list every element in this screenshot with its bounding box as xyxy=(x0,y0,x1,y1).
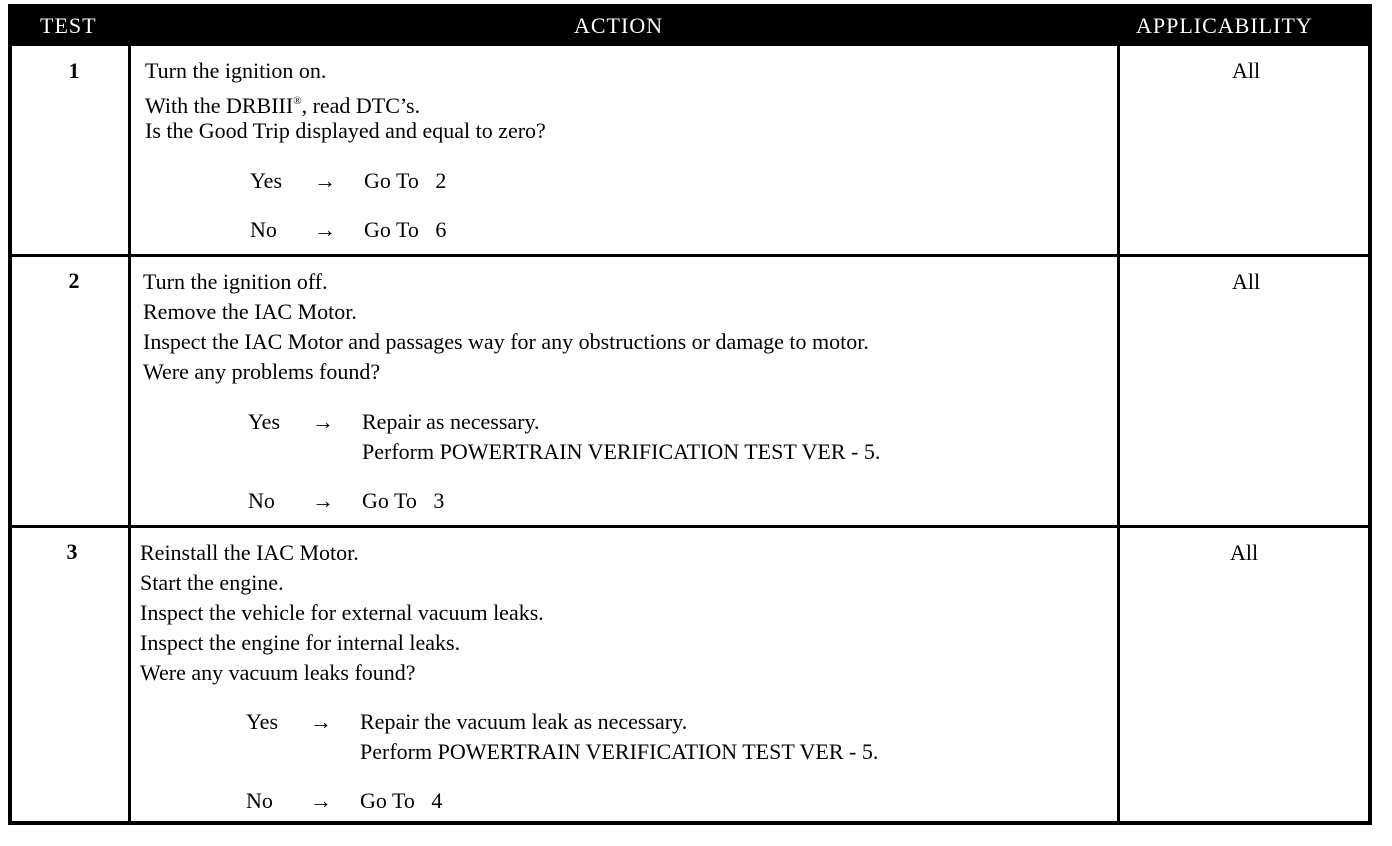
action-line: Inspect the vehicle for external vacuum leaks. xyxy=(140,600,544,625)
arrow-right-icon: → xyxy=(314,217,336,242)
yes-label: Yes xyxy=(250,168,283,193)
test-number: 3 xyxy=(66,539,78,564)
no-outcome: Go To 4 xyxy=(360,788,443,813)
yes-outcome: Perform POWERTRAIN VERIFICATION TEST VER - 5. xyxy=(362,439,881,464)
no-outcome: Go To 3 xyxy=(362,488,445,513)
arrow-right-icon: → xyxy=(312,488,334,513)
table-header xyxy=(8,4,1372,46)
arrow-right-icon: → xyxy=(310,788,332,813)
yes-label: Yes xyxy=(248,409,281,434)
yes-outcome: Repair as necessary. xyxy=(362,409,540,434)
action-line: Inspect the IAC Motor and passages way for any obstructions or damage to motor. xyxy=(143,329,869,354)
test-number: 1 xyxy=(68,58,80,83)
column-divider-test xyxy=(128,46,131,825)
action-line: With the DRBIII®, read DTC’s. xyxy=(145,93,421,118)
arrow-right-icon: → xyxy=(314,168,336,193)
action-line: Remove the IAC Motor. xyxy=(143,299,357,324)
yes-outcome: Perform POWERTRAIN VERIFICATION TEST VER - 5. xyxy=(360,739,879,764)
no-label: No xyxy=(248,488,275,513)
registered-mark: ® xyxy=(293,95,302,107)
no-outcome: Go To 6 xyxy=(364,217,447,242)
action-line: Turn the ignition off. xyxy=(143,269,328,294)
action-line: Were any problems found? xyxy=(143,359,381,384)
header-action: ACTION xyxy=(574,13,664,38)
no-label: No xyxy=(246,788,273,813)
applicability-value: All xyxy=(1229,540,1259,565)
no-label: No xyxy=(250,217,277,242)
header-applicability: APPLICABILITY xyxy=(1136,13,1313,38)
header-test: TEST xyxy=(40,13,97,38)
action-line: Turn the ignition on. xyxy=(145,58,327,83)
action-line: Is the Good Trip displayed and equal to zero? xyxy=(145,118,546,143)
test-number: 2 xyxy=(68,268,80,293)
yes-label: Yes xyxy=(246,709,279,734)
yes-outcome: Repair the vacuum leak as necessary. xyxy=(360,709,688,734)
applicability-value: All xyxy=(1231,58,1261,83)
action-line: Were any vacuum leaks found? xyxy=(140,660,416,685)
row-divider-1 xyxy=(8,254,1372,257)
column-divider-action xyxy=(1117,46,1120,825)
action-line: Start the engine. xyxy=(140,570,284,595)
action-line: Reinstall the IAC Motor. xyxy=(140,540,359,565)
row-divider-2 xyxy=(8,525,1372,528)
applicability-value: All xyxy=(1231,269,1261,294)
yes-outcome: Go To 2 xyxy=(364,168,447,193)
arrow-right-icon: → xyxy=(310,709,332,734)
arrow-right-icon: → xyxy=(312,409,334,434)
action-line: Inspect the engine for internal leaks. xyxy=(140,630,461,655)
